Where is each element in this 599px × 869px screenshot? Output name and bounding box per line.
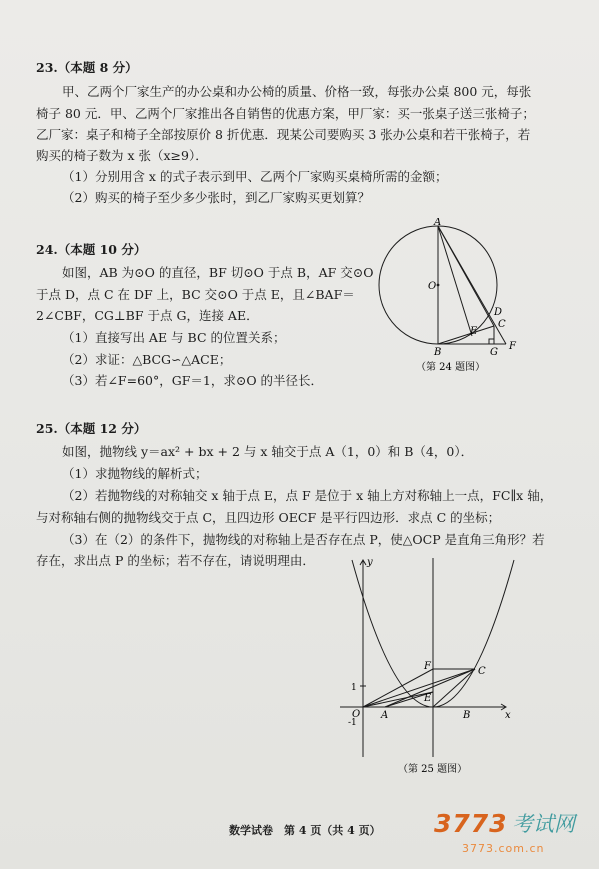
q25-line-3: 存在，求出点 P 的坐标；若不存在，请说明理由． <box>36 553 315 568</box>
label-b: B <box>463 710 471 721</box>
label-f: F <box>424 661 431 672</box>
segment-oc <box>363 669 475 707</box>
label-d: D <box>494 307 503 318</box>
label-b: B <box>434 347 442 358</box>
label-c: C <box>498 319 506 330</box>
q25-sub-2: （2）若抛物线的对称轴交 x 轴于点 E，点 F 是位于 x 轴上方对称轴上一点，FC∥x 轴， <box>62 488 553 503</box>
q23-line-4: 购买的椅子数为 x 张（x≥9）． <box>36 148 208 163</box>
q25-sub-1: （1）求抛物线的解析式； <box>62 466 208 481</box>
q25-sub-3: （3）在（2）的条件下，抛物线的对称轴上是否存在点 P，使△OCP 是直角三角形？若 <box>62 532 545 547</box>
label-c: C <box>478 666 486 677</box>
q23-line-1: 甲、乙两个厂家生产的办公桌和办公椅的质量、价格一致，每张办公桌 800 元，每张 <box>62 84 532 99</box>
line-bc <box>438 326 494 344</box>
q24-sub-1: （1）直接写出 AE 与 BC 的位置关系； <box>62 330 286 345</box>
label-x: x <box>505 710 511 721</box>
watermark-url: 3773.com.cn <box>462 842 545 855</box>
q23-sub-1: （1）分别用含 x 的式子表示到甲、乙两个厂家购买桌椅所需的金额； <box>62 169 448 184</box>
segment-ec <box>433 669 475 707</box>
q25-line-2: 与对称轴右侧的抛物线交于点 C，且四边形 OECF 是平行四边形．求点 C 的坐标； <box>36 510 501 525</box>
q23-heading: 23.（本题 8 分） <box>36 60 138 75</box>
label-one: 1 <box>351 683 357 693</box>
label-neg1: -1 <box>348 718 357 728</box>
q23-sub-2: （2）购买的椅子至少多少张时，到乙厂家购买更划算？ <box>62 190 370 205</box>
label-a: A <box>381 710 389 721</box>
q24-sub-2: （2）求证：△BCG∽△ACE； <box>62 352 232 367</box>
q24-heading: 24.（本题 10 分） <box>36 242 147 257</box>
q25-line-1: 如图，抛物线 y＝ax² + bx + 2 与 x 轴交于点 A（1，0）和 B（4，0）． <box>62 444 474 459</box>
watermark-logo <box>432 800 597 862</box>
label-a: A <box>434 218 442 228</box>
watermark-number: 3773 <box>434 809 508 838</box>
label-e: E <box>424 693 432 704</box>
q24-line-2: 于点 D，点 C 在 DF 上，BC 交⊙O 于点 E，且∠BAF＝ <box>36 287 355 302</box>
right-angle-mark <box>489 339 494 344</box>
figure-24-caption: （第 24 题图） <box>416 362 486 373</box>
figure-25 <box>330 552 530 782</box>
figure-25-caption: （第 25 题图） <box>398 764 468 775</box>
figure-24 <box>372 218 532 376</box>
label-o: O <box>428 281 437 292</box>
label-e: E <box>470 326 478 337</box>
line-ac <box>438 226 494 326</box>
q24-line-3: 2∠CBF，CG⊥BF 于点 G，连接 AE． <box>36 308 259 323</box>
line-ae <box>438 226 472 336</box>
label-f: F <box>509 341 516 352</box>
label-o: O <box>352 709 361 720</box>
q24-line-1: 如图，AB 为⊙O 的直径，BF 切⊙O 于点 B，AF 交⊙O <box>62 265 374 280</box>
q23-line-3: 乙厂家：桌子和椅子全部按原价 8 折优惠．现某公司要购买 3 张办公桌和若干张椅子，若 <box>36 127 531 142</box>
watermark-brand: 考试网 <box>512 812 575 836</box>
label-y: y <box>367 557 373 568</box>
label-g: G <box>490 347 498 358</box>
q23-line-2: 椅子 80 元．甲、乙两个厂家推出各自销售的优惠方案，甲厂家：买一张桌子送三张椅子； <box>36 106 535 121</box>
q25-heading: 25.（本题 12 分） <box>36 421 147 436</box>
page-footer: 数学试卷 第 4 页（共 4 页） <box>229 824 381 837</box>
q24-sub-3: （3）若∠F=60°，GF＝1，求⊙O 的半径长． <box>62 373 324 388</box>
